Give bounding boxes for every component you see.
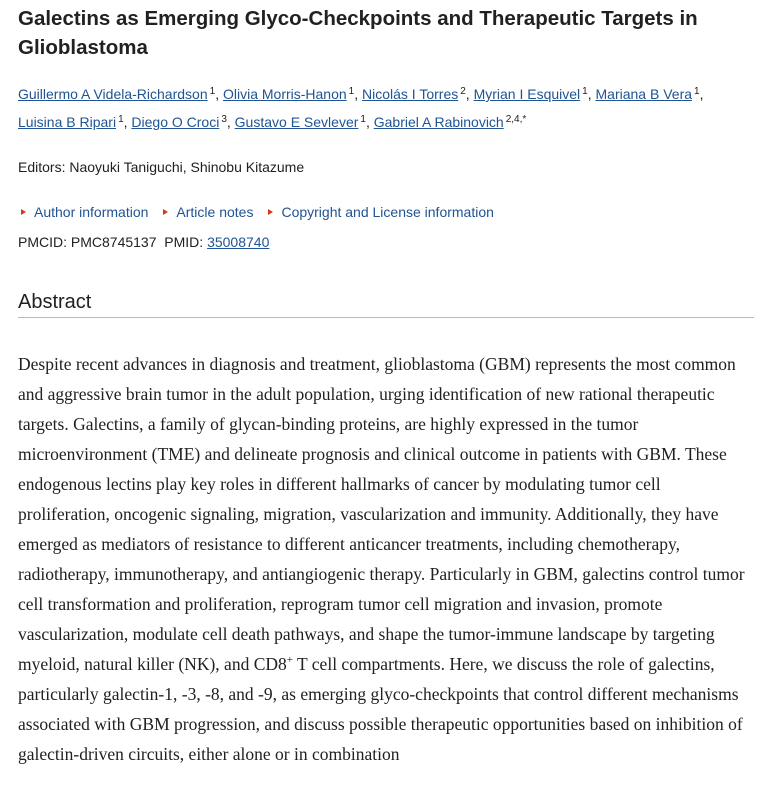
triangle-right-icon — [268, 209, 273, 215]
author-entry: Mariana B Vera $^1$, — [595, 86, 704, 102]
pmid-label: PMID: — [164, 234, 204, 250]
author-affiliation: 2 — [460, 86, 466, 97]
article-identifiers — [18, 232, 269, 252]
section-divider — [18, 317, 754, 318]
superscript-plus: + — [286, 654, 293, 666]
author-entry: Luisina B Ripari $^1$, — [18, 114, 128, 130]
author-link[interactable]: Myrian I Esquivel — [473, 86, 581, 102]
author-link[interactable]: Nicolás I Torres — [362, 86, 459, 102]
author-link[interactable]: Mariana B Vera — [595, 86, 693, 102]
article-info-links — [18, 202, 506, 222]
pmcid-label: PMCID: — [18, 234, 67, 250]
author-affiliation: 1 — [348, 86, 355, 97]
article-notes-toggle[interactable] — [160, 202, 253, 222]
author-affiliation: 1 — [209, 86, 216, 97]
author-entry: Myrian I Esquivel $^1$, — [473, 86, 592, 102]
author-affiliation: 1 — [582, 86, 588, 97]
author-link[interactable]: Luisina B Ripari — [18, 114, 117, 130]
triangle-right-icon — [21, 209, 26, 215]
author-link[interactable]: Gustavo E Sevlever — [234, 114, 359, 130]
copyright-license-toggle[interactable] — [265, 202, 493, 222]
author-entry — [374, 114, 527, 130]
abstract-heading: Abstract — [18, 291, 92, 313]
info-link-label: Copyright and License information — [281, 204, 494, 220]
author-information-toggle[interactable] — [18, 202, 148, 222]
article-title: Galectins as Emerging Glyco-Checkpoints and Therapeutic Targets in Glioblastoma — [18, 7, 698, 59]
triangle-right-icon — [163, 209, 168, 215]
author-entry: Diego O Croci $^3$, — [131, 114, 231, 130]
pmcid-value: PMC8745137 — [70, 234, 157, 250]
author-affiliation: 3 — [221, 114, 227, 125]
author-link[interactable]: Gabriel A Rabinovich — [373, 114, 504, 130]
info-link-label: Article notes — [176, 204, 254, 220]
author-entry: Gustavo E Sevlever $^1$, — [234, 114, 370, 130]
pmid-link[interactable]: 35008740 — [207, 234, 270, 250]
abstract-body: Despite recent advances in diagnosis and treatment, glioblastoma (GBM) represents the most common and aggressive brain tumor in the adult population, urging identification of new rational therapeutic targets. Galectins, a family of glycan-binding proteins, are highly expressed in the tumor microenvironment (TME) and delineate prognosis and clinical outcome in patients with GBM. These endogenous lectins play key roles in different hallmarks of cancer by modulating tumor cell proliferation, oncogenic signaling, migration, vascularization and immunity. Additionally, they have emerged as mediators of resistance to different anticancer treatments, including chemotherapy, radiotherapy, immunotherapy, and antiangiogenic therapy. Particularly in GBM, galectins control tumor cell transformation and proliferation, reprogram tumor cell migration and invasion, promote vascularization, modulate cell death pathways, and shape the tumor-immune landscape by targeting myeloid, natural killer (NK), and CD8+ T cell compartments. Here, we discuss the role of galectins, particularly galectin-1, -3, -8, and -9, as emerging glyco-checkpoints that control different mechanisms associated with GBM progression, and discuss possible therapeutic opportunities based on inhibition of galectin-driven circuits, either alone or in combination — [18, 354, 745, 764]
author-link[interactable]: Diego O Croci — [131, 114, 220, 130]
author-list — [18, 80, 753, 136]
author-entry: Olivia Morris-Hanon $^1$, — [222, 86, 359, 102]
author-entry: Nicolás I Torres $^2$, — [362, 86, 470, 102]
author-affiliation: 1 — [694, 86, 700, 97]
author-entry: Guillermo A Videla-Richardson $^1$, — [18, 86, 220, 102]
author-affiliation: 1 — [360, 114, 366, 125]
author-link[interactable]: Olivia Morris-Hanon — [222, 86, 347, 102]
author-affiliation: 1 — [118, 114, 124, 125]
editors-line: Editors: Naoyuki Taniguchi, Shinobu Kitazume — [18, 159, 305, 175]
info-link-label: Author information — [34, 204, 149, 220]
author-link[interactable]: Guillermo A Videla-Richardson — [18, 86, 208, 102]
author-affiliation: 2,4,* — [505, 114, 527, 125]
